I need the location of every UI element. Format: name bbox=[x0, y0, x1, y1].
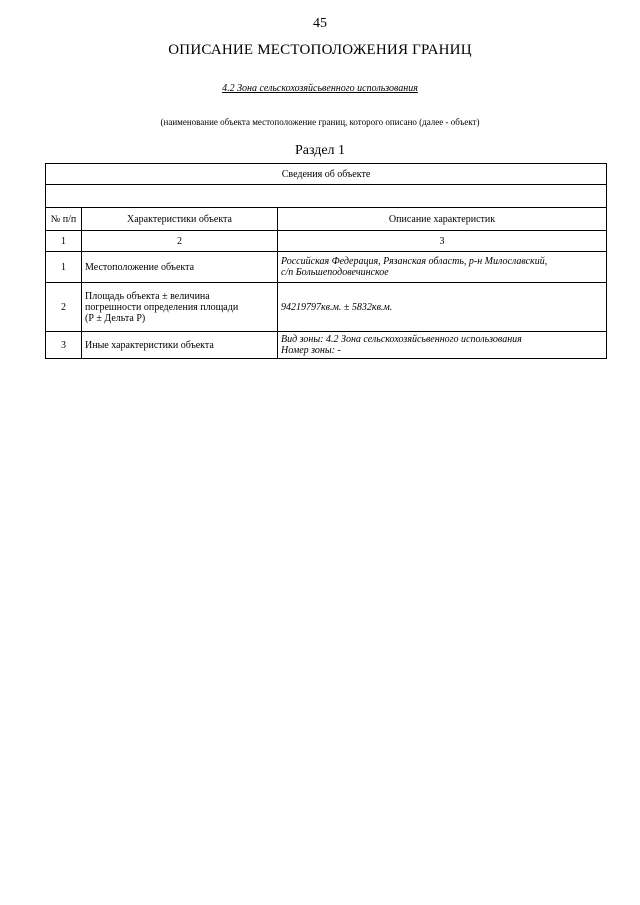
section-title: Раздел 1 bbox=[294, 143, 346, 158]
table-empty-row bbox=[46, 185, 607, 208]
description-line: Вид зоны: 4.2 Зона сельскохозяйсьвенного использования bbox=[281, 334, 522, 345]
column-header-number: № п/п bbox=[46, 208, 82, 231]
table-row bbox=[46, 252, 607, 283]
column-header-description: Описание характеристик bbox=[278, 208, 607, 231]
row-description bbox=[278, 332, 607, 359]
characteristic-line: (Р ± Дельта Р) bbox=[85, 312, 146, 324]
row-description: 94219797кв.м. ± 5832кв.м. bbox=[278, 283, 607, 332]
description-line: с/п Большеподовечинское bbox=[281, 267, 389, 278]
column-number-1: 1 bbox=[46, 231, 82, 252]
document-title: ОПИСАНИЕ МЕСТОПОЛОЖЕНИЯ ГРАНИЦ bbox=[168, 42, 472, 58]
row-characteristic: Иные характеристики объекта bbox=[82, 332, 278, 359]
object-name: 4.2 Зона сельскохозяйсьвенного использования bbox=[222, 83, 418, 94]
table-header: Сведения об объекте bbox=[46, 164, 607, 185]
column-header-characteristic: Характеристики объекта bbox=[82, 208, 278, 231]
characteristic-line: Площадь объекта ± величина bbox=[85, 290, 210, 302]
row-number: 1 bbox=[46, 252, 82, 283]
object-caption: (наименование объекта местоположение границ, которого описано (далее - объект) bbox=[160, 117, 480, 127]
row-number: 2 bbox=[46, 283, 82, 332]
table-row bbox=[46, 283, 607, 332]
description-line: Номер зоны: - bbox=[281, 345, 341, 356]
row-characteristic bbox=[82, 283, 278, 332]
column-number-2: 2 bbox=[82, 231, 278, 252]
row-characteristic: Местоположение объекта bbox=[82, 252, 278, 283]
column-number-3: 3 bbox=[278, 231, 607, 252]
description-line: Российская Федерация, Рязанская область, р-н Милославский, bbox=[281, 256, 548, 267]
table-row bbox=[46, 332, 607, 359]
characteristic-line: погрешности определения площади bbox=[85, 301, 239, 313]
page-number: 45 bbox=[313, 16, 327, 31]
row-number: 3 bbox=[46, 332, 82, 359]
row-description bbox=[278, 252, 607, 283]
object-info-table bbox=[45, 163, 607, 359]
